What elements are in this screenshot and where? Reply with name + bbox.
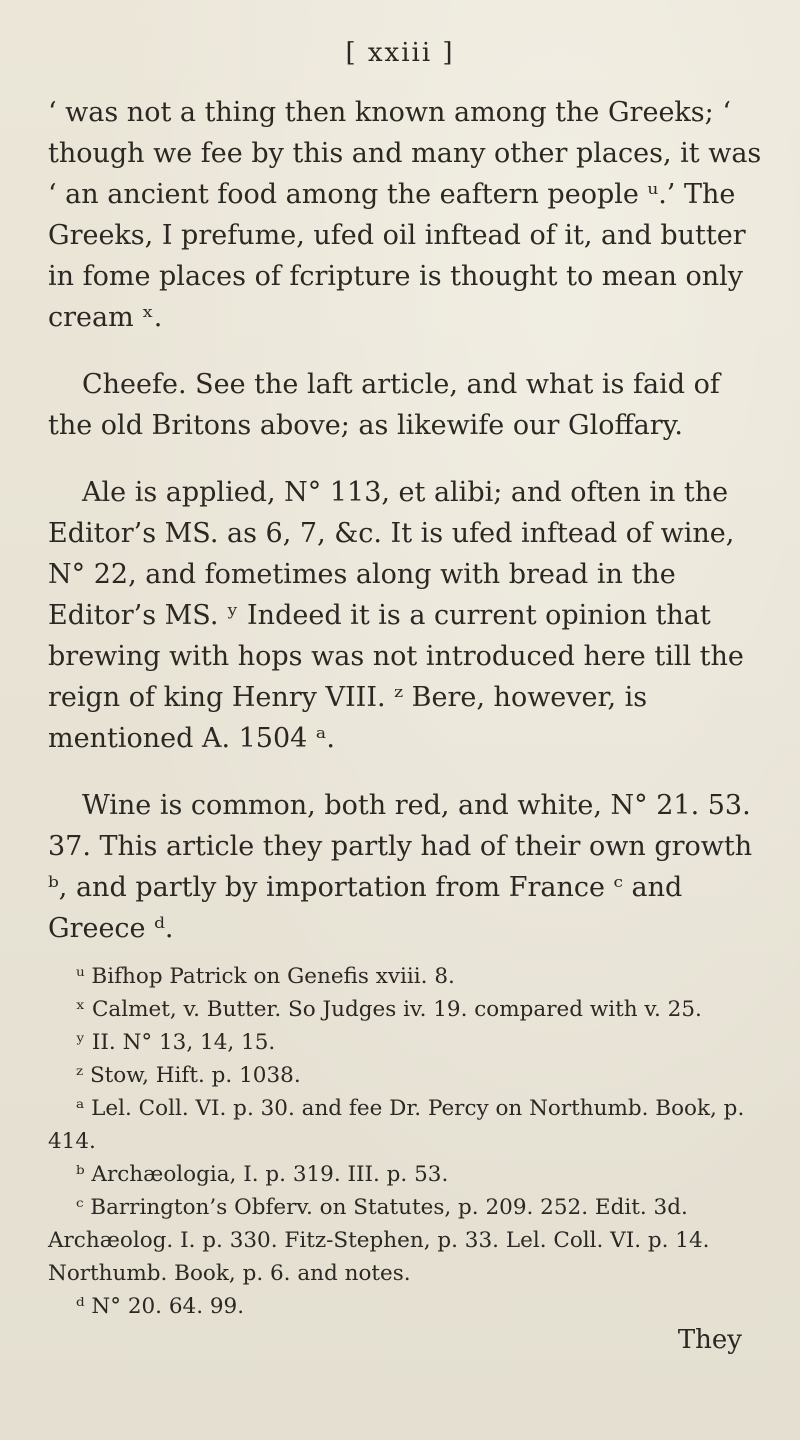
main-text (48, 92, 770, 949)
footnote-z: ᶻ Stow, Hift. p. 1038. (76, 1063, 301, 1088)
footnote-d: ᵈ N° 20. 64. 99. (76, 1294, 245, 1319)
footnote-u: ᵘ Bifhop Patrick on Genefis xviii. 8. (76, 964, 455, 989)
paragraph-cheese: Cheefe. See the laft article, and what is faid of the old Britons above; as likewife our Gloffary. (48, 369, 720, 441)
footnote-b: ᵇ Archæologia, I. p. 319. III. p. 53. (76, 1162, 449, 1187)
paragraph-butter-continued: ‘ was not a thing then known among the Greeks; ‘ though we fee by this and many other places, it was ‘ an ancient food among the eaftern people ᵘ.’ The Greeks, I prefume, ufed oil inftead of it, and butter in fome places of fcripture is thought to mean only cream ˣ. (48, 97, 762, 333)
footnote-x: ˣ Calmet, v. Butter. So Judges iv. 19. compared with v. 25. (76, 997, 702, 1022)
footnote-y: ʸ II. N° 13, 14, 15. (76, 1030, 276, 1055)
footnote-c: ᶜ Barrington’s Obferv. on Statutes, p. 209. 252. Edit. 3d. Archæolog. I. p. 330. Fitz-Stephen, p. 33. Lel. Coll. VI. p. 14. Northumb. Book, p. 6. and notes. (48, 1195, 710, 1286)
catchword: They (677, 1325, 742, 1355)
footnotes (48, 960, 770, 1323)
footnote-a: ᵃ Lel. Coll. VI. p. 30. and fee Dr. Percy on Northumb. Book, p. 414. (48, 1096, 745, 1154)
page-number-header: [ xxiii ] (345, 38, 455, 68)
paragraph-ale: Ale is applied, N° 113, et alibi; and often in the Editor’s MS. as 6, 7, &c. It is ufed inftead of wine, N° 22, and fometimes along with bread in the Editor’s MS. ʸ Indeed it is a current opinion that brewing with hops was not introduced here till the reign of king Henry VIII. ᶻ Bere, however, is mentioned A. 1504 ᵃ. (48, 477, 744, 754)
paragraph-wine: Wine is common, both red, and white, N° 21. 53. 37. This article they partly had of their own growth ᵇ, and partly by importation from France ᶜ and Greece ᵈ. (48, 790, 753, 944)
